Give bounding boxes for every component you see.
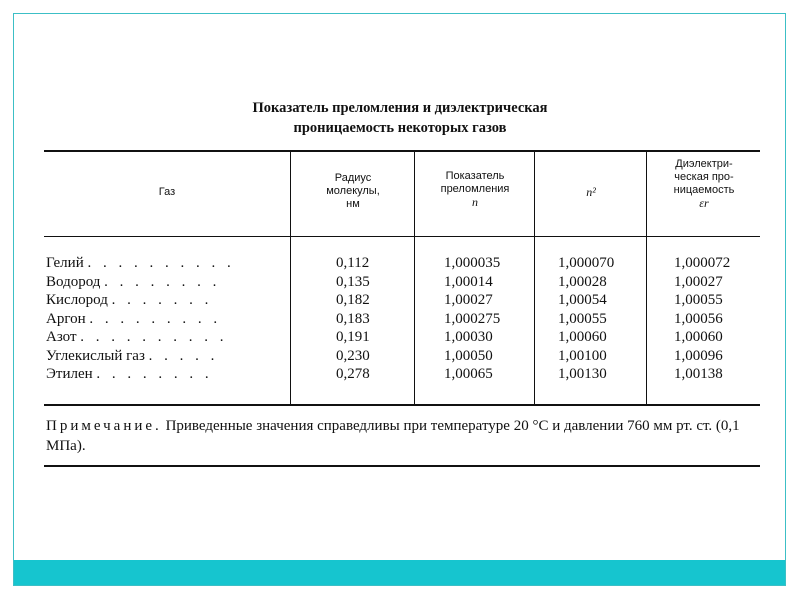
table-cell-n: 1,00050: [444, 347, 493, 364]
title-line-1: Показатель преломления и диэлектрическая: [252, 100, 548, 116]
header-radius-line-3: нм: [346, 198, 360, 210]
header-n2: [536, 186, 646, 199]
gas-name: Водород: [46, 273, 101, 290]
table-cell-radius: 0,135: [336, 273, 370, 290]
table-cell-n: 1,00027: [444, 292, 493, 308]
table-row-gas: [46, 254, 235, 273]
header-dielectric-line-1: Диэлектри-: [675, 158, 733, 170]
gas-name: Кислород: [46, 292, 108, 308]
table-cell-radius: 0,183: [336, 310, 370, 327]
table-top-rule: [44, 150, 760, 152]
table-cell-eps: 1,00060: [674, 329, 723, 345]
table-cell-radius: 0,230: [336, 347, 370, 364]
table-bottom-rule: [44, 404, 760, 406]
column-divider-3: [534, 152, 535, 404]
bottom-accent-bar: [14, 560, 785, 585]
leader-dots: . . . . . . . . . .: [80, 329, 228, 345]
table-cell-n: 1,00065: [444, 366, 493, 382]
table-note: [46, 416, 761, 456]
table-cell-radius: 0,112: [336, 255, 370, 271]
leader-dots: . . . . . . .: [111, 292, 213, 308]
table-cell-eps: 1,00138: [674, 366, 723, 382]
table-cell-eps: 1,00096: [674, 347, 723, 364]
column-divider-2: [414, 152, 415, 404]
header-dielectric-line-4: εr: [699, 196, 709, 210]
leader-dots: . . . . . . . .: [104, 273, 221, 290]
table-cell-radius: 0,278: [336, 366, 370, 382]
table-cell-n2: 1,00130: [558, 366, 607, 382]
header-gas-label: Газ: [158, 186, 176, 198]
note-label: Примечание.: [46, 418, 162, 434]
table-cell-n: 1,00014: [444, 273, 493, 290]
leader-dots: . . . . . . . .: [96, 366, 213, 382]
header-refraction-line-3: n: [472, 195, 478, 209]
table-cell-n2: 1,000070: [558, 255, 615, 271]
gas-name: Углекислый газ: [46, 347, 145, 364]
header-refraction: [416, 170, 534, 209]
leader-dots: . . . . . . . . .: [89, 310, 222, 327]
table-cell-n: 1,000035: [444, 255, 501, 271]
header-dielectric-line-3: ницаемость: [673, 184, 735, 196]
table-row-gas: [46, 347, 218, 366]
header-n2-label: n²: [586, 185, 596, 199]
header-refraction-line-2: преломления: [440, 183, 510, 195]
table-row-gas: [46, 291, 212, 310]
table-cell-n: 1,00030: [444, 329, 493, 345]
header-radius: [292, 172, 414, 211]
table-cell-eps: 1,00055: [674, 292, 723, 308]
gas-name: Этилен: [46, 366, 93, 382]
table-cell-n2: 1,00054: [558, 292, 607, 308]
table-cell-radius: 0,182: [336, 292, 370, 308]
table-row-gas: [46, 328, 228, 347]
gas-name: Азот: [46, 329, 77, 345]
table-row-gas: [46, 310, 221, 329]
table-title: [150, 98, 650, 138]
header-radius-line-2: молекулы,: [326, 185, 380, 197]
note-text: Приведенные значения справедливы при температуре 20 °С и давлении 760 мм рт. ст. (0,1 МПа).: [46, 418, 740, 454]
table-row-gas: [46, 365, 213, 384]
header-dielectric-line-2: ческая про-: [674, 171, 734, 183]
leader-dots: . . . . .: [148, 347, 219, 364]
gas-name: Аргон: [46, 310, 86, 327]
table-cell-radius: 0,191: [336, 329, 370, 345]
table-cell-eps: 1,00056: [674, 310, 723, 327]
table-cell-n2: 1,00060: [558, 329, 607, 345]
gas-name: Гелий: [46, 255, 84, 271]
header-gas: [44, 186, 290, 199]
header-radius-line-1: Радиус: [334, 172, 372, 184]
table-cell-n: 1,000275: [444, 310, 501, 327]
column-divider-1: [290, 152, 291, 404]
table-cell-eps: 1,000072: [674, 255, 731, 271]
table-cell-n2: 1,00055: [558, 310, 607, 327]
note-bottom-rule: [44, 465, 760, 467]
header-dielectric: [648, 158, 760, 210]
table-cell-n2: 1,00100: [558, 347, 607, 364]
header-bottom-rule: [44, 236, 760, 237]
header-refraction-line-1: Показатель: [445, 170, 505, 182]
leader-dots: . . . . . . . . . .: [87, 255, 235, 271]
title-line-2: проницаемость некоторых газов: [293, 120, 507, 136]
table-cell-n2: 1,00028: [558, 273, 607, 290]
table-row-gas: [46, 273, 220, 292]
table-cell-eps: 1,00027: [674, 273, 723, 290]
column-divider-4: [646, 152, 647, 404]
